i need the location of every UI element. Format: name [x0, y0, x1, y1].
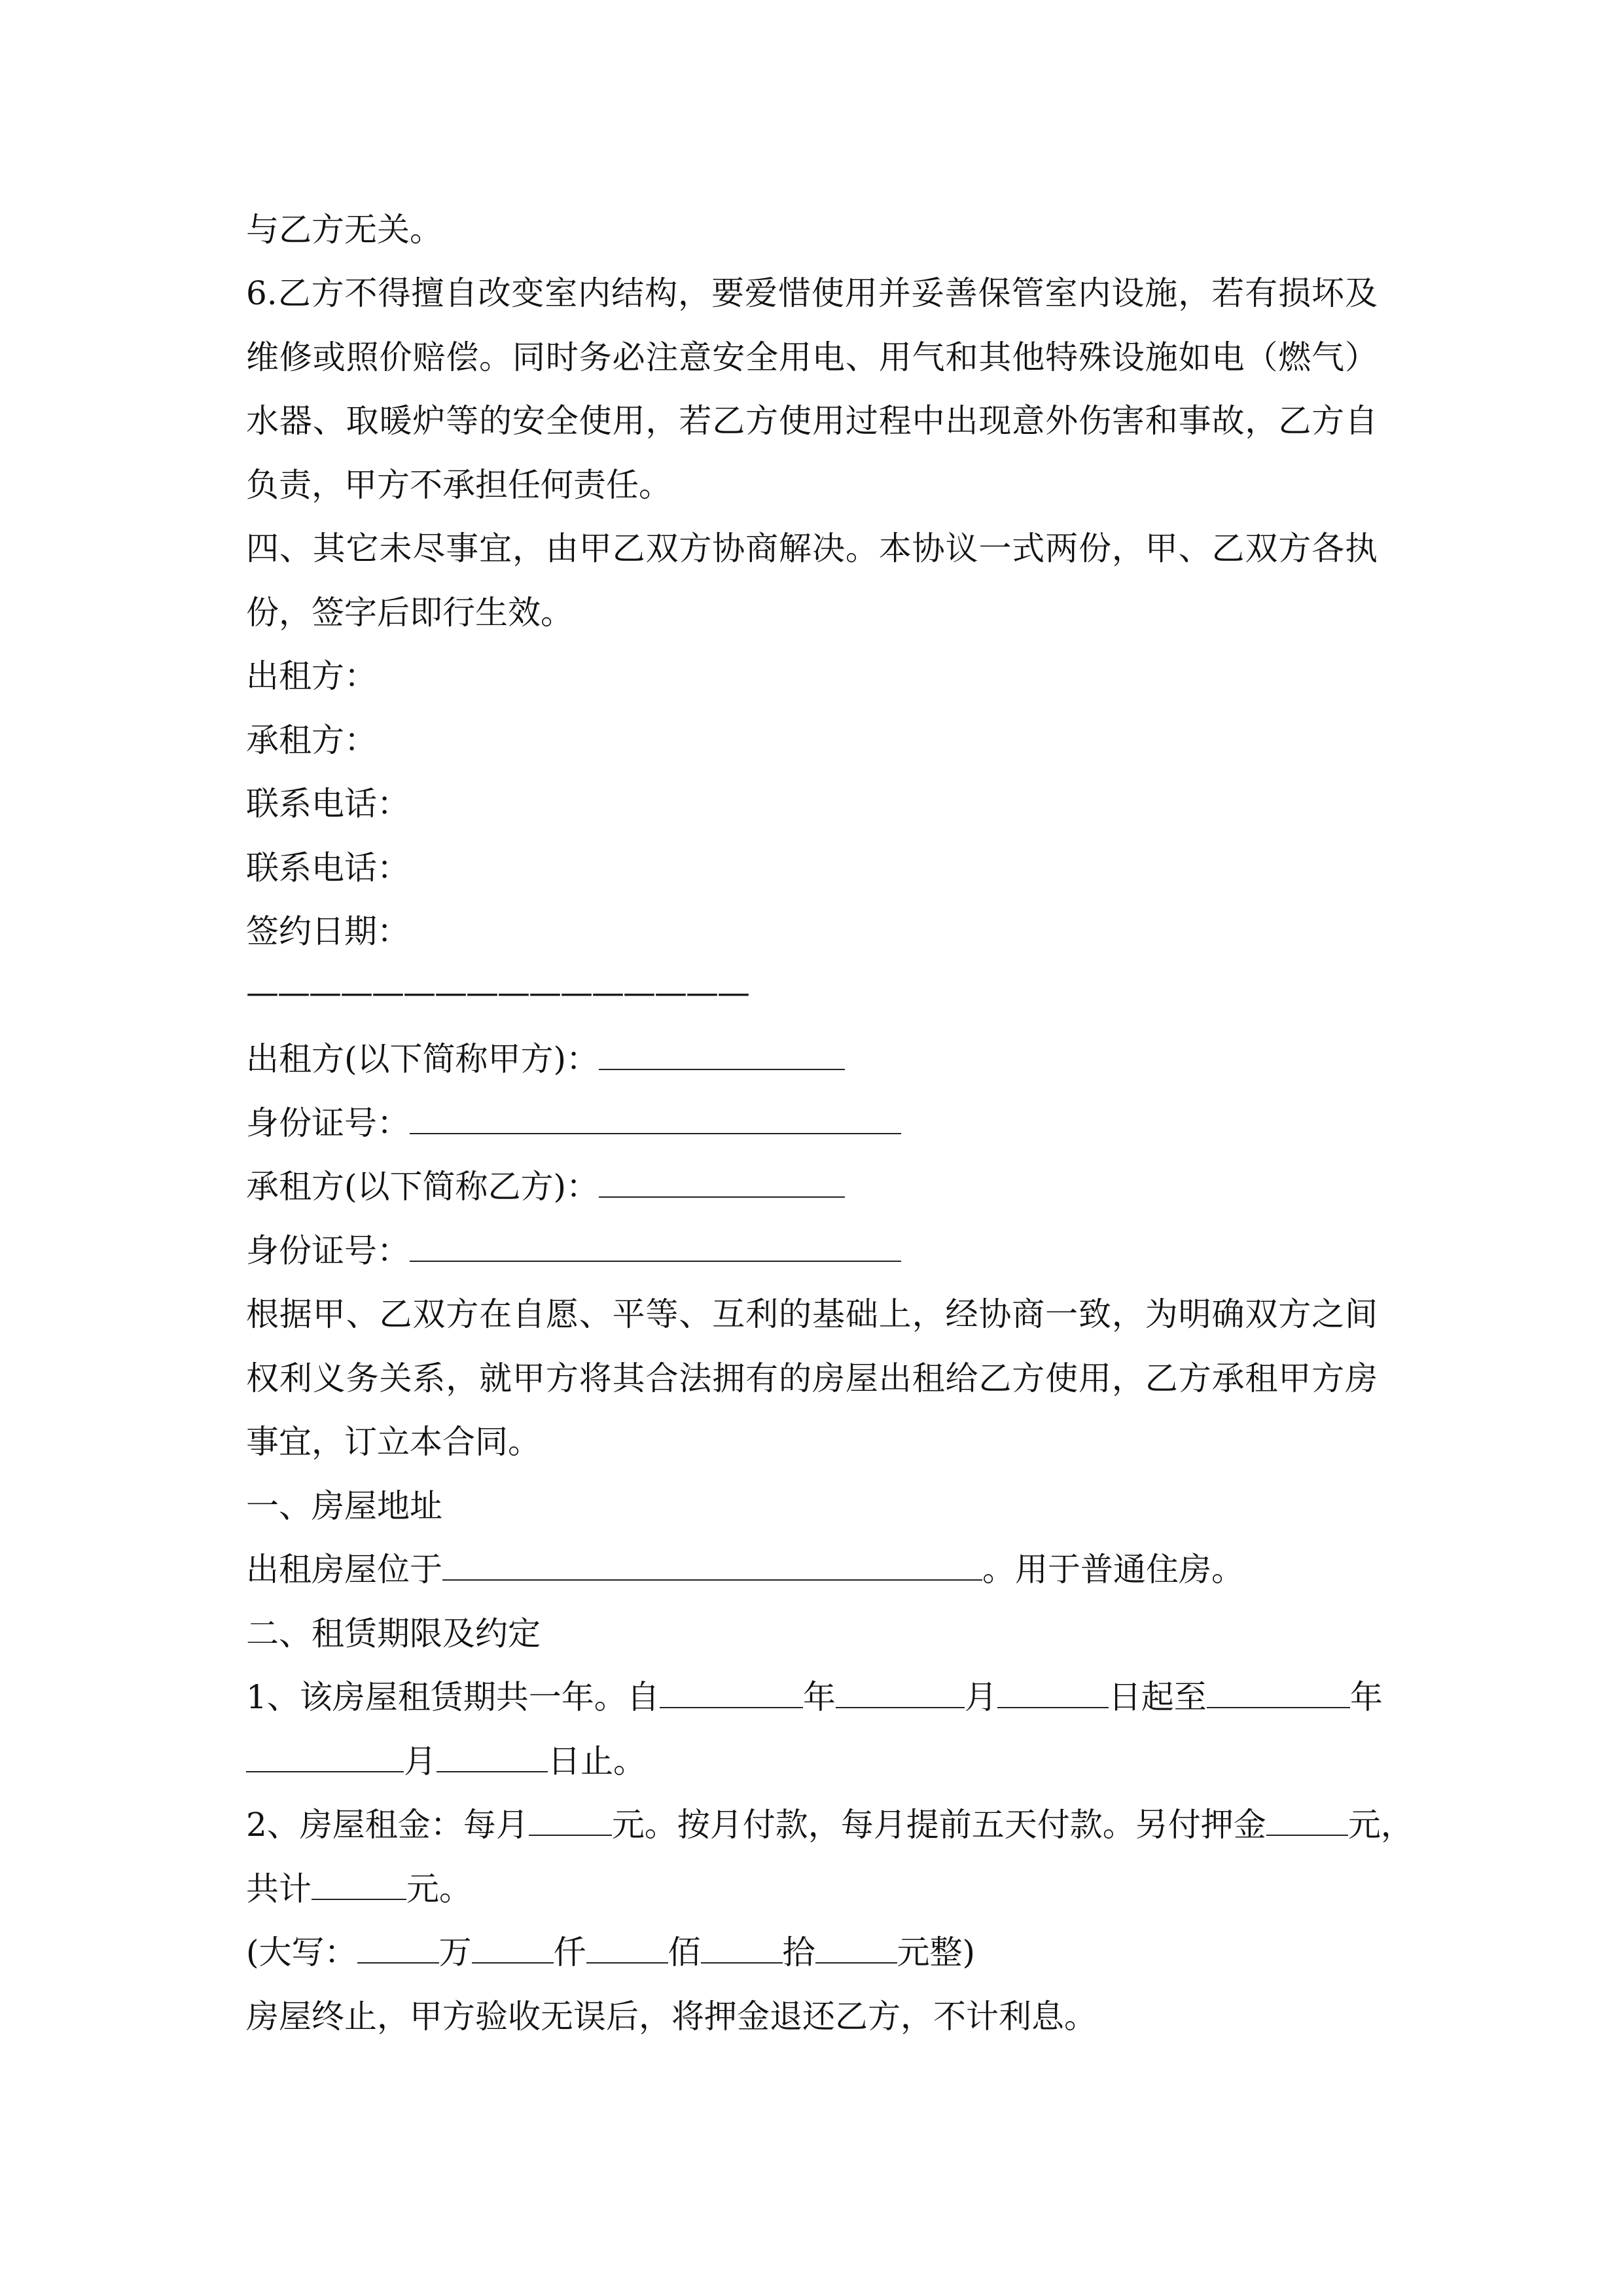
- party-a-line: [246, 1039, 845, 1079]
- separator-dashes: ————————————————: [246, 973, 749, 1011]
- party-b-line: [246, 1167, 845, 1206]
- lessor-label: 出租方：: [246, 657, 377, 695]
- wan-blank[interactable]: [357, 1933, 439, 1964]
- rent-text: 元。按月付款，每月提前五天付款。另付押金: [611, 1806, 1266, 1844]
- clause-6-line: 6.乙方不得擅自改变室内结构，要爱惜使用并妥善保管室内设施，若有损坏及: [246, 274, 1378, 312]
- phone-label: 联系电话：: [246, 849, 410, 887]
- deposit-blank[interactable]: [1266, 1806, 1348, 1836]
- term-line: [246, 1742, 646, 1781]
- term-text: 月: [964, 1678, 997, 1716]
- address-label: 出租房屋位于: [246, 1551, 442, 1588]
- term-text: 月: [404, 1742, 437, 1780]
- end-month-blank[interactable]: [246, 1742, 404, 1772]
- id-b-blank[interactable]: [410, 1232, 901, 1262]
- party-a-label: 出租方(以下简称甲方)：: [246, 1040, 599, 1078]
- term-text: 1、该房屋租赁期共一年。自: [246, 1678, 660, 1716]
- id-label: 身份证号：: [246, 1232, 410, 1270]
- capital-text: 万: [438, 1933, 472, 1971]
- id-b-line: [246, 1231, 901, 1270]
- term-text: 年: [802, 1678, 836, 1716]
- party-a-blank[interactable]: [599, 1040, 845, 1070]
- preamble-line: 事宜，订立本合同。: [246, 1423, 541, 1461]
- section-1-heading: 一、房屋地址: [246, 1487, 442, 1525]
- capital-amount-line: [246, 1933, 975, 1972]
- deposit-refund-line: 房屋终止，甲方验收无误后，将押金退还乙方，不计利息。: [246, 1998, 1097, 2036]
- lessee-label: 承租方：: [246, 721, 377, 759]
- party-b-blank[interactable]: [599, 1168, 845, 1198]
- bai-blank[interactable]: [586, 1933, 668, 1964]
- capital-text: (大写：: [246, 1933, 357, 1971]
- term-line: [246, 1677, 1383, 1717]
- term-text: 年: [1349, 1678, 1383, 1716]
- section-2-heading: 二、租赁期限及约定: [246, 1615, 541, 1653]
- phone-label: 联系电话：: [246, 785, 410, 823]
- address-suffix: 。用于普通住房。: [982, 1551, 1244, 1588]
- shi-blank[interactable]: [701, 1933, 783, 1964]
- address-blank[interactable]: [442, 1551, 982, 1581]
- start-day-blank[interactable]: [997, 1678, 1109, 1708]
- id-a-blank[interactable]: [410, 1104, 901, 1134]
- capital-text: 仟: [553, 1933, 586, 1971]
- end-year-blank[interactable]: [1207, 1678, 1350, 1708]
- id-a-line: [246, 1103, 901, 1143]
- term-text: 日止。: [548, 1742, 646, 1780]
- rent-line: [246, 1805, 1414, 1844]
- total-line: [246, 1869, 472, 1909]
- capital-text: 拾: [782, 1933, 815, 1971]
- rent-text: 元，: [1347, 1806, 1414, 1844]
- clause-6-line: 水器、取暖炉等的安全使用，若乙方使用过程中出现意外伤害和事故，乙方自: [246, 402, 1378, 440]
- clause-4-line: 份，签字后即行生效。: [246, 594, 573, 632]
- clause-6-line: 负责，甲方不承担任何责任。: [246, 466, 671, 504]
- qian-blank[interactable]: [472, 1933, 554, 1964]
- monthly-rent-blank[interactable]: [529, 1806, 612, 1836]
- capital-text: 元整): [897, 1933, 976, 1971]
- term-text: 日起至: [1108, 1678, 1207, 1716]
- end-day-blank[interactable]: [437, 1742, 548, 1772]
- total-text: 元。: [406, 1870, 472, 1908]
- rent-text: 2、房屋租金：每月: [246, 1806, 529, 1844]
- total-text: 共计: [246, 1870, 312, 1908]
- address-line: [246, 1550, 1244, 1589]
- total-blank[interactable]: [312, 1870, 406, 1900]
- text-line: 与乙方无关。: [246, 211, 442, 249]
- id-label: 身份证号：: [246, 1104, 410, 1142]
- capital-text: 佰: [668, 1933, 701, 1971]
- clause-4-line: 四、其它未尽事宜，由甲乙双方协商解决。本协议一式两份，甲、乙双方各执: [246, 529, 1378, 567]
- clause-6-line: 维修或照价赔偿。同时务必注意安全用电、用气和其他特殊设施如电（燃气）: [246, 338, 1378, 376]
- yuan-blank[interactable]: [815, 1933, 897, 1964]
- preamble-line: 根据甲、乙双方在自愿、平等、互利的基础上，经协商一致，为明确双方之间: [246, 1295, 1378, 1333]
- sign-date-label: 签约日期：: [246, 912, 410, 950]
- start-month-blank[interactable]: [836, 1678, 965, 1708]
- party-b-label: 承租方(以下简称乙方)：: [246, 1168, 599, 1206]
- start-year-blank[interactable]: [660, 1678, 803, 1708]
- preamble-line: 权利义务关系，就甲方将其合法拥有的房屋出租给乙方使用，乙方承租甲方房: [246, 1359, 1378, 1397]
